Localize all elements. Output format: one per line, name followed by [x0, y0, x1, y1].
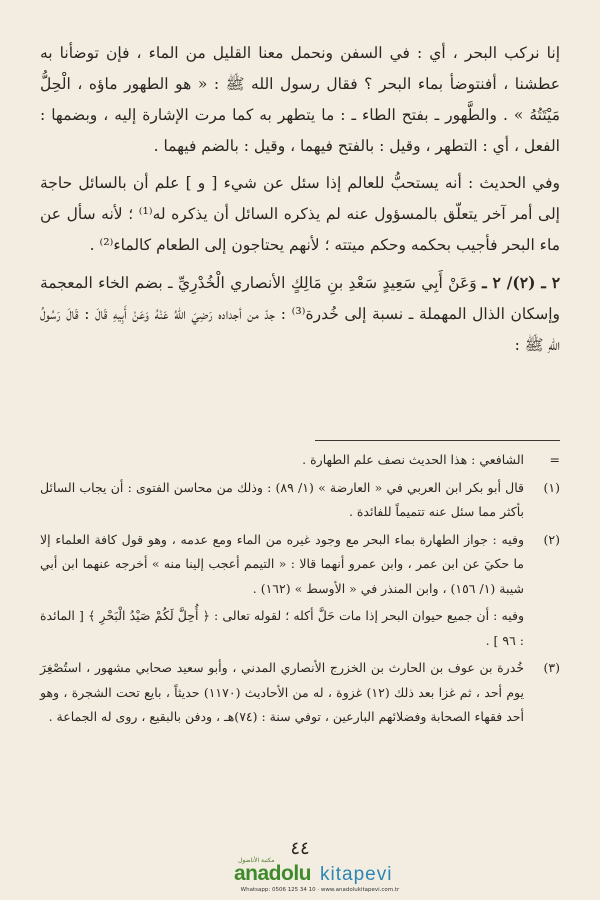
- footnote-text: وفيه : جواز الطهارة بماء البحر مع وجود غيره من الماء ومع عدمه ، وهو قول كافة العلماء إلا ما حكيَ عن ابن عمر ، وابن عمرو أنهما قالا : « التيمم أعجب إلينا منه » أخرجه عنهما ابن أبي شيبة (١/ ١٥٦) ، وابن المنذر في « الأوسط » (١٦٢) .: [40, 531, 524, 596]
- page-number: ٤٤: [290, 838, 310, 859]
- footnote: [40, 656, 560, 730]
- footnote: [40, 604, 560, 653]
- footnote-mark: =: [549, 452, 560, 467]
- hadith-number: ٢ ـ (٢)/ ٢ ـ: [482, 273, 561, 292]
- footnote-mark: [524, 604, 560, 653]
- footnote-text: خُدرة بن عوف بن الحارث بن الخزرج الأنصاري المدني ، وأبو سعيد صحابي مشهور ، استُصْغِرَ يوم أحد ، ثم غزا بعد ذلك (١٢) غزوة ، له من الأحاديث (١١٧٠) حديثاً ، بايع تحت الشجرة ، وهو أحد فقهاء الصحابة وفضلائهم البارعين ، توفي سنة : (٧٤)هـ ، ودفن بالبقيع ، روى له الجماعة .: [40, 660, 524, 724]
- footnote-separator: [315, 440, 560, 441]
- footnote: [40, 528, 560, 602]
- hadith-paragraph: [40, 267, 560, 361]
- hadith-text: وَعَنْ أَبِي سَعِيدٍ سَعْدِ بنِ مَالِكٍ الأنصاري الْخُدْرِيِّ ـ بضم الخاء المعجمة وإسكان الذال المهملة ـ نسبة إلى خُدرة⁽³⁾ : جدّ من أجداده رَضِيَ اللهُ عَنْهُ وَعَنْ أَبِيهِ قَالَ : قَالَ رَسُولُ اللهِ ﷺ :: [40, 274, 560, 354]
- footnote-mark: (٢): [543, 531, 560, 547]
- logo-arabic-text: مكتبة الأناضول: [238, 857, 275, 864]
- footnotes: [40, 448, 560, 733]
- footnote-text: الشافعي : هذا الحديث نصف علم الطهارة .: [302, 452, 524, 467]
- logo-anadolu: anadolu: [234, 862, 312, 885]
- footnote-mark: (٣): [543, 660, 560, 675]
- footnote-text: قال أبو بكر ابن العربي في « العارضة » (١/ ٨٩) : وذلك من محاسن الفتوى : أن يجاب السائل بأكثر مما سئل عنه تتميماً للفائدة .: [40, 479, 524, 519]
- publisher-logo: [220, 857, 420, 897]
- footnote-text: وفيه : أن جميع حيوان البحر إذا مات حَلَّ أكله ؛ لقوله تعالى : ﴿ أُحِلَّ لَكُمْ صَيْدُ الْبَحْرِ ﴾ [ المائدة : ٩٦ ] .: [40, 608, 524, 648]
- logo-wordmark: [220, 857, 420, 885]
- paragraph-2: وفي الحديث : أنه يستحبُّ للعالم إذا سئل عن شيء [ و ] علم أن بالسائل حاجة إلى أمر آخر يتعلّق بالمسؤول عنه لم يذكره السائل أن يذكره له⁽¹⁾ ؛ لأنه سأل عن ماء البحر فأجيب بحكمه وحكم ميتته ؛ لأنهم يحتاجون إلى الطعام كالماء⁽²⁾ .: [40, 174, 560, 254]
- logo-kitapevi: kitapevi: [320, 864, 393, 885]
- footnote: [40, 476, 560, 525]
- footnote: [40, 448, 560, 473]
- main-text: [40, 38, 560, 367]
- footnote-mark: (١): [543, 479, 560, 495]
- logo-contact: Whatsapp: 0506 125 34 10 · www.anadolukitapevi.com.tr: [240, 887, 400, 893]
- paragraph-1: إنا نركب البحر ، أي : في السفن ونحمل معنا القليل من الماء ، فإن توضأنا به عطشنا ، أفنتوضأ بماء البحر ؟ فقال رسول الله ﷺ : « هو الطهور ماؤه ، الْحِلُّ مَيْتَتُهُ » . والطَّهور ـ بفتح الطاء ـ : ما يتطهر به كما مرت الإشارة إليه ، وبضمها : الفعل ، أي : التطهر ، وقيل : بالفتح فيهما ، وقيل : بالضم فيهما .: [40, 44, 560, 155]
